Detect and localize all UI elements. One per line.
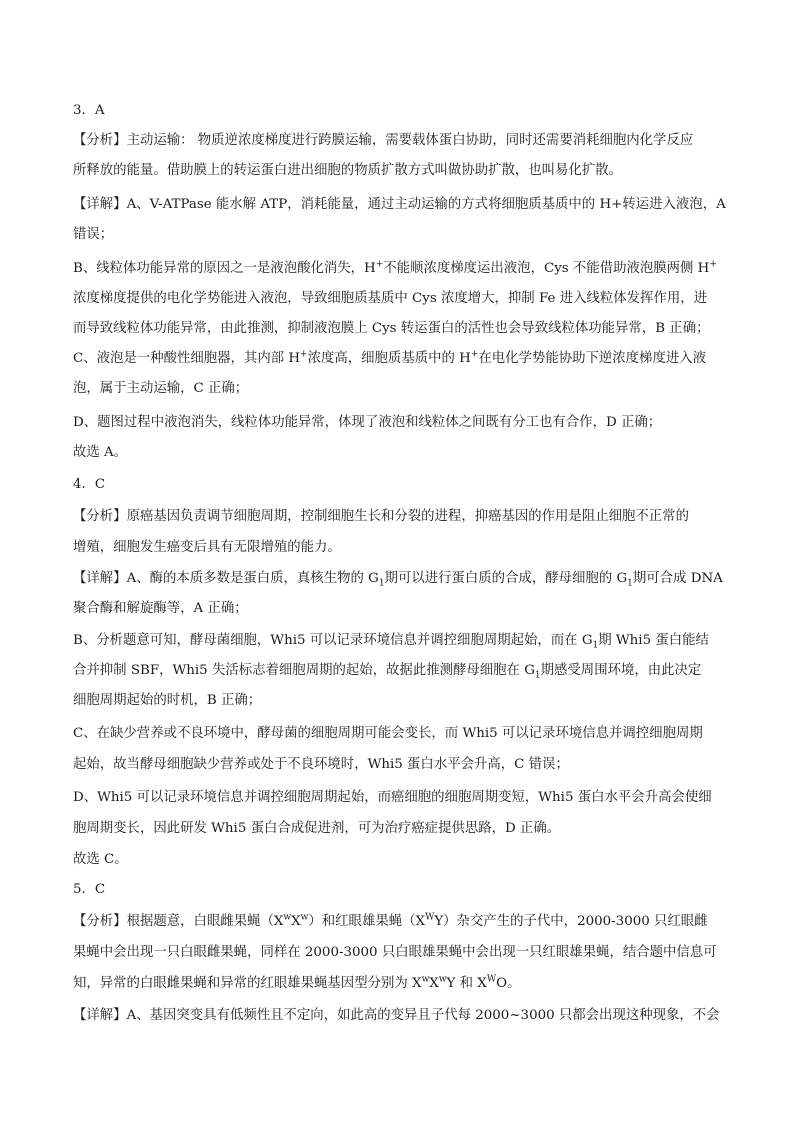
q4-b1b: 期 Whi5 蛋白能结 [598,633,709,648]
subscript-1: 1 [378,578,385,589]
q4-b2b: 期感受周围环境，由此决定 [540,663,702,678]
q3-b1b: 不能顺浓度梯度运出液泡，Cys 不能借助液泡膜两侧 H [383,261,710,276]
q5-analysis-line-1 [73,912,708,932]
q3-b1a: B、线粒体功能异常的原因之一是液泡酸化消失，H [73,261,376,276]
q5-a1c: ）和红眼雄果蝇（X [308,914,426,929]
superscript-plus: + [470,349,479,360]
q3-answer: 3．A [73,103,105,118]
q3-detail-c-2: 泡，属于主动运输，C 正确； [73,381,249,396]
q4-detail-d-2: 胞周期变长，因此研发 Whi5 蛋白合成促进剂，可为治疗癌症提供思路，D 正确。 [73,821,561,836]
q3-detail-b-1 [73,259,717,279]
superscript-plus: + [300,349,308,360]
q5-detail-a-text: A、基因突变具有低频性且不定向，如此高的变异且子代每 2000~3000 只都会出现这种现象，不会 [126,1008,720,1023]
q5-a3d: O。 [496,976,521,991]
q4-a1a: A、酶的本质多数是蛋白质，真核生物的 G [126,571,379,586]
q5-analysis-line-3 [73,974,520,994]
q4-b2a: 合并抑制 SBF，Whi5 失活标志着细胞周期的起始，故据此推测酵母细胞在 G [73,663,535,678]
superscript-W: W [425,912,435,923]
superscript-plus: + [375,259,384,270]
superscript-w: w [300,912,309,923]
q3-analysis-text-1: 主动运输： 物质逆浓度梯度进行跨膜运输，需要载体蛋白协助，同时还需要消耗细胞内化学反应 [126,133,694,148]
detail-tag: 【详解】 [73,571,127,586]
q5-a3c: Y 和 X [446,976,487,991]
q4-detail-d-1: D、Whi5 可以记录环境信息并调控细胞周期起始，而癌细胞的细胞周期变短，Whi5 蛋白水平会升高会使细 [73,790,712,805]
q4-analysis-line-1 [73,507,689,527]
q3-detail-a-2: 错误； [73,227,114,242]
q3-choose: 故选 A。 [73,445,128,460]
superscript-w: w [283,912,292,923]
q3-detail-b-2: 浓度梯度提供的电化学势能进入液泡，导致细胞质基质中 Cys 浓度增大，抑制 Fe 进入线粒体发挥作用，进 [73,291,707,306]
detail-tag: 【详解】 [73,1008,127,1023]
q5-a3a: 知，异常的白眼雌果蝇和异常的红眼雄果蝇基因型分别为 X [73,976,422,991]
q5-analysis-line-2: 果蝇中会出现一只白眼雌果蝇，同样在 2000-3000 只白眼雄果蝇中会出现一只红眼雄果蝇，结合题中信息可 [73,945,717,960]
q4-a1b: 期可以进行蛋白质的合成，酵母细胞的 G [384,571,628,586]
q4-b1a: B、分析题意可知，酵母菌细胞，Whi5 可以记录环境信息并调控细胞周期起始，而在 G [73,633,593,648]
subscript-1: 1 [627,578,633,589]
q3-detail-b-3: 而导致线粒体功能异常，由此推测，抑制液泡膜上 Cys 转运蛋白的活性也会导致线粒体功能异常，B 正确； [73,321,710,336]
q4-detail-a-1 [73,569,723,589]
q4-a1c: 期可合成 DNA [632,571,723,586]
q3-detail-line-1 [73,195,726,215]
subscript-1: 1 [534,670,541,681]
detail-tag: 【详解】 [73,197,127,212]
analysis-tag: 【分析】 [73,914,127,929]
superscript-W: W [486,974,497,985]
q4-detail-c-1: C、在缺少营养或不良环境中，酵母菌的细胞周期可能会变长，而 Whi5 可以记录环境信息并调控细胞周期 [73,726,703,741]
q3-detail-a-1: A、V-ATPase 能水解 ATP，消耗能量，通过主动运输的方式将细胞质基质中的 H+转运进入液泡，A [126,197,726,212]
q4-analysis-line-2: 增殖，细胞发生癌变后具有无限增殖的能力。 [73,540,341,555]
q4-choose: 故选 C。 [73,852,128,867]
q5-detail-a-1 [73,1006,720,1026]
superscript-w: w [421,974,430,985]
analysis-tag: 【分析】 [73,509,127,524]
q4-detail-a-2: 聚合酶和解旋酶等，A 正确； [73,601,248,616]
q4-detail-b-3: 细胞周期起始的时机，B 正确； [73,693,262,708]
q4-detail-c-2: 起始，故当酵母细胞缺少营养或处于不良环境时，Whi5 蛋白水平会升高，C 错误； [73,757,569,772]
q3-detail-c-1 [73,349,706,369]
q3-c1b: 浓度高，细胞质基质中的 H [307,351,471,366]
q5-answer: 5．C [73,882,106,897]
q3-c1a: C、液泡是一种酸性细胞器，其内部 H [73,351,301,366]
q3-detail-d-1: D、题图过程中液泡消失，线粒体功能异常，体现了液泡和线粒体之间既有分工也有合作，D 正确； [73,415,662,430]
q5-a1a: 根据题意，白眼雌果蝇（X [126,914,284,929]
superscript-plus: + [709,259,717,270]
q4-analysis-text-1: 原癌基因负责调节细胞周期，控制细胞生长和分裂的进程，抑癌基因的作用是阻止细胞不正常的 [126,509,689,524]
q5-a1b: X [291,914,301,929]
q4-detail-b-2 [73,661,701,681]
q4-answer: 4．C [73,477,106,492]
q3-analysis-line-2: 所释放的能量。借助膜上的转运蛋白进出细胞的物质扩散方式叫做协助扩散，也叫易化扩散。 [73,163,623,178]
q5-a3b: X [429,976,439,991]
q5-a1d: Y）杂交产生的子代中，2000-3000 只红眼雌 [434,914,708,929]
subscript-1: 1 [592,640,599,651]
analysis-tag: 【分析】 [73,133,127,148]
superscript-w: w [438,974,447,985]
q3-analysis-line-1 [73,131,693,151]
q3-c1c: 在电化学势能协助下逆浓度梯度进入液 [478,351,707,366]
q4-detail-b-1 [73,631,709,651]
